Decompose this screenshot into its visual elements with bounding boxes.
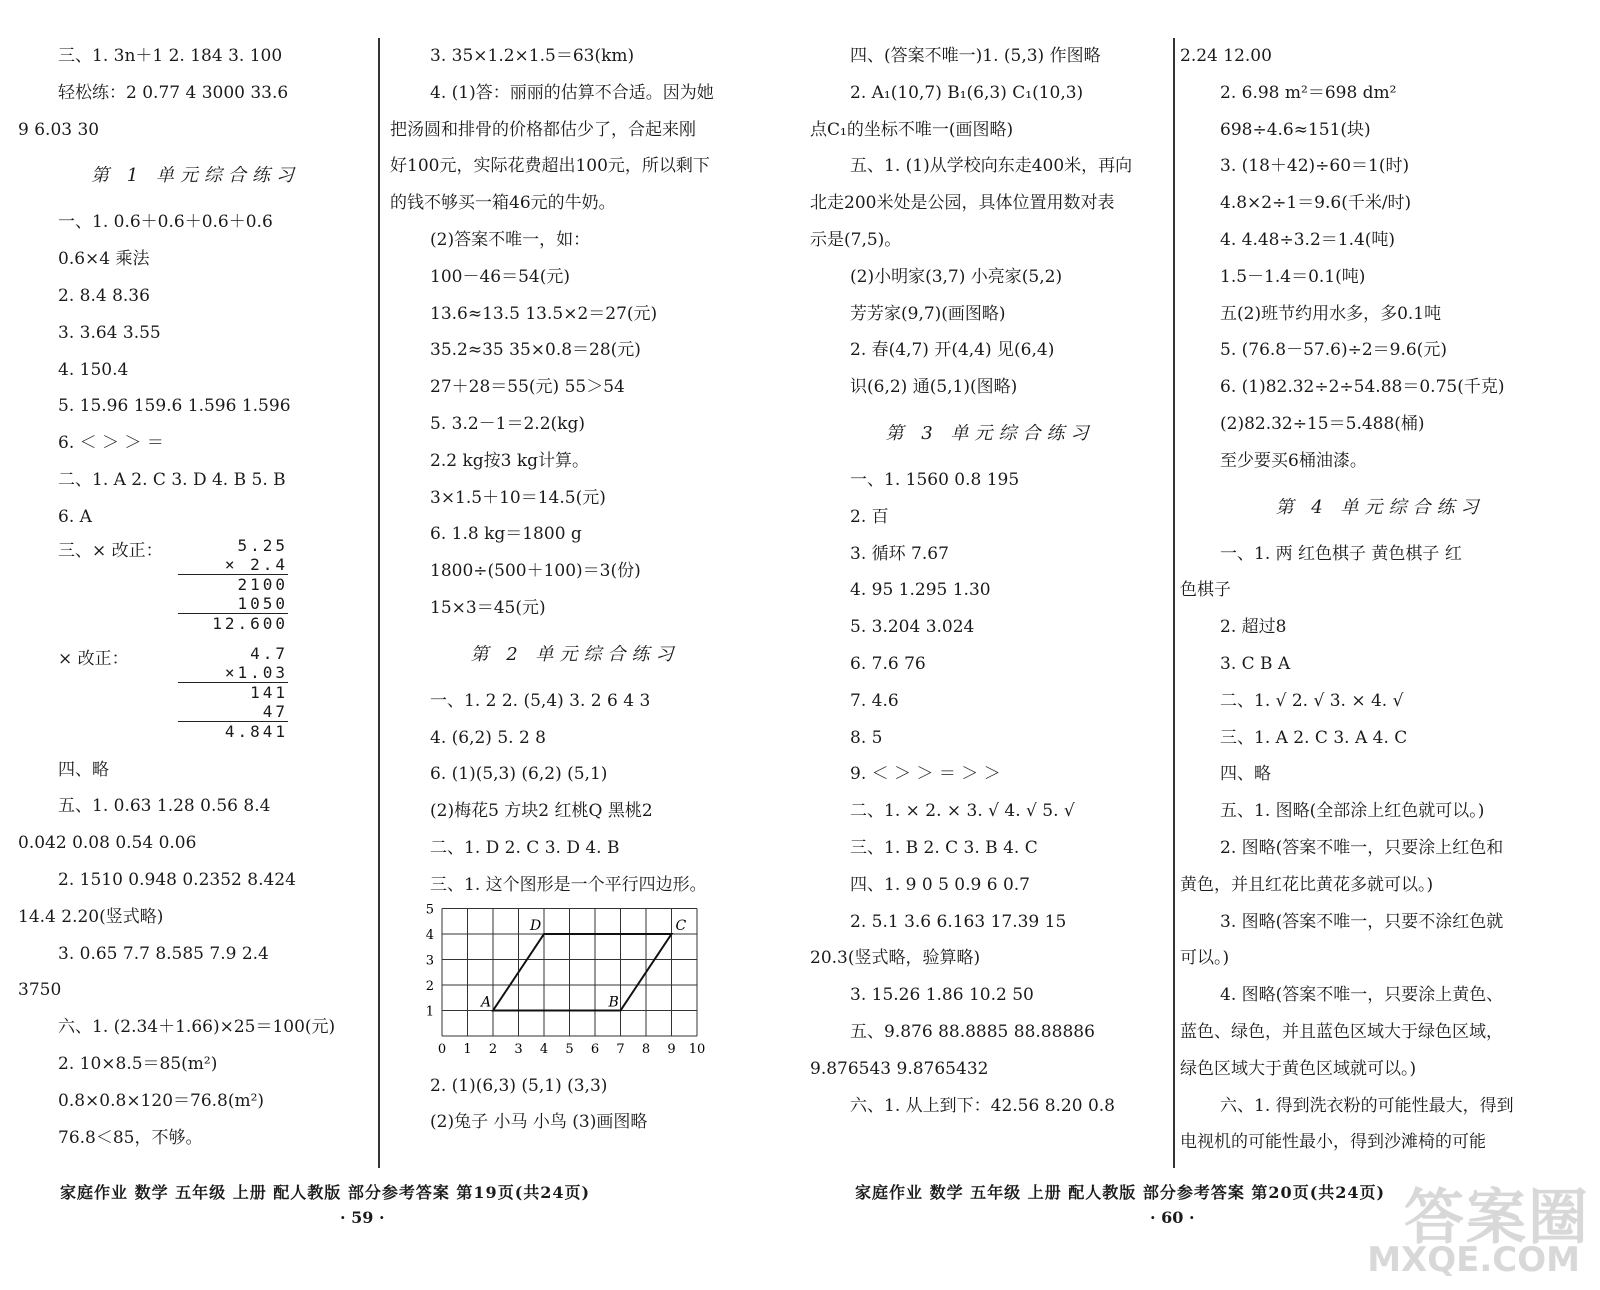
answer-line: 一、1. 2 2. (5,4) 3. 2 6 4 3 xyxy=(430,690,651,711)
answer-line: 2. 6.98 m²＝698 dm² xyxy=(1220,82,1397,103)
calc-row: ×1.03 xyxy=(178,663,288,683)
answer-line: (2)答案不唯一，如： xyxy=(430,229,591,250)
answer-line: 3. 循环 7.67 xyxy=(850,543,949,564)
wrapped-line: 的钱不够买一箱46元的牛奶。 xyxy=(390,193,616,214)
answer-line: 2. 1510 0.948 0.2352 8.424 xyxy=(58,869,296,890)
answer-line: 100－46＝54(元) xyxy=(430,266,570,287)
answer-line: 5. 15.96 159.6 1.596 1.596 xyxy=(58,396,291,417)
answer-line: 3×1.5＋10＝14.5(元) xyxy=(430,487,606,508)
column-divider xyxy=(1173,38,1175,1168)
answer-line: 6. 1.8 kg＝1800 g xyxy=(430,524,582,545)
wrapped-line: 北走200米处是公园，具体位置用数对表 xyxy=(810,193,1115,214)
answer-line: 5. 3.2－1＝2.2(kg) xyxy=(430,413,585,434)
answer-line: 2. 超过8 xyxy=(1220,617,1287,638)
answer-line: 三、1. B 2. C 3. B 4. C xyxy=(850,837,1038,858)
answer-line: 4. 图略(答案不唯一，只要涂上黄色、 xyxy=(1220,985,1504,1006)
answer-line: 3. (18＋42)÷60＝1(时) xyxy=(1220,156,1410,177)
answer-line: 四、1. 9 0 5 0.9 6 0.7 xyxy=(850,874,1030,895)
answer-line: 3. 15.26 1.86 10.2 50 xyxy=(850,985,1034,1006)
wrapped-line: 示是(7,5)。 xyxy=(810,229,902,250)
wrapped-line: 把汤圆和排骨的价格都估少了，合起来刚 xyxy=(390,119,696,140)
answer-line: 3. C B A xyxy=(1220,653,1291,674)
vertex-label: A xyxy=(481,994,492,1011)
wrapped-line: 0.042 0.08 0.54 0.06 xyxy=(18,833,197,854)
answer-line: 2. 春(4,7) 开(4,4) 见(6,4) xyxy=(850,340,1055,361)
answer-line: 三、1. A 2. C 3. A 4. C xyxy=(1220,727,1408,748)
wrapped-line: 14.4 2.20(竖式略) xyxy=(18,906,164,927)
x-tick-label: 10 xyxy=(688,1041,706,1057)
calc-label: × 改正： xyxy=(58,648,129,669)
page-footer-right: 家庭作业 数学 五年级 上册 配人教版 部分参考答案 第20页(共24页) xyxy=(855,1183,1386,1202)
section-heading: 第 3 单元综合练习 xyxy=(885,422,1095,444)
y-tick-label: 4 xyxy=(425,927,434,943)
calc-row: 4.7 xyxy=(250,643,288,663)
answer-line: 6. 7.6 76 xyxy=(850,653,926,674)
vertex-label: B xyxy=(608,994,619,1011)
section-heading: 第 1 单元综合练习 xyxy=(91,165,300,187)
parallelogram xyxy=(493,934,672,1011)
answer-line: (2)82.32÷15＝5.488(桶) xyxy=(1220,413,1425,434)
answer-line: 4. (6,2) 5. 2 8 xyxy=(430,727,546,748)
page-footer-left: 家庭作业 数学 五年级 上册 配人教版 部分参考答案 第19页(共24页) xyxy=(60,1183,591,1202)
answer-line: 2. 5.1 3.6 6.163 17.39 15 xyxy=(850,911,1067,932)
answer-line: 四、略 xyxy=(1220,764,1271,785)
watermark-url: MXQE.COM xyxy=(1367,1240,1580,1280)
answer-line: 35.2≈35 35×0.8＝28(元) xyxy=(430,340,641,361)
y-tick-label: 3 xyxy=(425,953,434,969)
answer-line: 1.5－1.4＝0.1(吨) xyxy=(1220,266,1366,287)
answer-line: 2. 百 xyxy=(850,506,889,527)
answer-line: 二、1. √ 2. √ 3. × 4. √ xyxy=(1220,690,1404,711)
vertical-calculation xyxy=(58,536,373,644)
section-heading: 第 2 单元综合练习 xyxy=(470,643,680,665)
answer-line: 一、1. 两 红色棋子 黄色棋子 红 xyxy=(1220,543,1462,564)
answer-line: 四、略 xyxy=(58,759,109,780)
answer-line: 二、1. D 2. C 3. D 4. B xyxy=(430,837,620,858)
x-tick-label: 0 xyxy=(437,1041,447,1057)
answer-line: 0.6×4 乘法 xyxy=(58,249,150,270)
answer-line: 六、1. (2.34＋1.66)×25＝100(元) xyxy=(58,1017,336,1038)
answer-line: 698÷4.6≈151(块) xyxy=(1220,119,1371,140)
answer-line: 识(6,2) 通(5,1)(图略) xyxy=(850,377,1018,398)
answer-line: 3. 图略(答案不唯一，只要不涂红色就 xyxy=(1220,911,1504,932)
x-tick-label: 8 xyxy=(641,1041,651,1057)
answer-line: 6. (1)82.32÷2÷54.88＝0.75(千克) xyxy=(1220,377,1505,398)
answer-line: 8. 5 xyxy=(850,727,883,748)
x-tick-label: 2 xyxy=(488,1041,498,1057)
answer-line: 15×3＝45(元) xyxy=(430,597,546,618)
answer-line: (2)小明家(3,7) 小亮家(5,2) xyxy=(850,266,1063,287)
answer-line: 4. 4.48÷3.2＝1.4(吨) xyxy=(1220,229,1396,250)
answer-line: 4. 150.4 xyxy=(58,359,129,380)
answer-line: 2. (1)(6,3) (5,1) (3,3) xyxy=(430,1075,608,1096)
answer-line: 一、1. 1560 0.8 195 xyxy=(850,469,1020,490)
answer-line: 7. 4.6 xyxy=(850,690,899,711)
column-3 xyxy=(810,38,1170,1124)
answer-line: 2. 10×8.5＝85(m²) xyxy=(58,1053,218,1074)
answer-line: 4.8×2÷1＝9.6(千米/时) xyxy=(1220,193,1412,214)
answer-line: 0.8×0.8×120＝76.8(m²) xyxy=(58,1090,265,1111)
answer-line: 2. 8.4 8.36 xyxy=(58,285,150,306)
calc-row: 5.25 xyxy=(237,535,288,555)
wrapped-line: 黄色，并且红花比黄花多就可以。) xyxy=(1180,874,1434,895)
wrapped-line: 绿色区域大于黄色区域就可以。) xyxy=(1180,1058,1417,1079)
answer-line: 三、1. 3n＋1 2. 184 3. 100 xyxy=(58,46,283,66)
answer-line: (2)兔子 小马 小鸟 (3)画图略 xyxy=(430,1112,648,1133)
answer-line: 二、1. × 2. × 3. √ 4. √ 5. √ xyxy=(850,801,1075,822)
answer-line: 6. A xyxy=(58,506,92,527)
answer-line: 五(2)班节约用水多，多0.1吨 xyxy=(1220,303,1442,324)
calc-row: 47 xyxy=(178,702,288,722)
calc-row: 141 xyxy=(250,682,288,702)
y-tick-label: 1 xyxy=(425,1004,434,1020)
calc-row: 4.841 xyxy=(224,721,288,741)
wrapped-line: 2.24 12.00 xyxy=(1180,46,1272,66)
answer-line: 5. 3.204 3.024 xyxy=(850,617,975,638)
vertical-calculation xyxy=(58,644,373,752)
calc-row: 12.600 xyxy=(212,613,288,633)
column-divider xyxy=(378,38,380,1168)
answer-line: 6. ＜ ＞ ＞ ＝ xyxy=(58,433,164,454)
calc-label: 三、× 改正： xyxy=(58,540,163,561)
page-number-left: · 59 · xyxy=(340,1208,385,1227)
x-tick-label: 5 xyxy=(565,1041,574,1057)
answer-line: 六、1. 得到洗衣粉的可能性最大，得到 xyxy=(1220,1095,1514,1116)
answer-line: 9. ＜ ＞ ＞ ＝ ＞ ＞ xyxy=(850,764,1001,785)
calc-row: 1050 xyxy=(178,594,288,614)
answer-line: 3. 3.64 3.55 xyxy=(58,322,161,343)
answer-line: 2. 图略(答案不唯一，只要涂上红色和 xyxy=(1220,837,1504,858)
answer-line: 76.8＜85，不够。 xyxy=(58,1127,203,1148)
wrapped-line: 电视机的可能性最小，得到沙滩椅的可能 xyxy=(1180,1132,1486,1153)
answer-line: 五、1. 0.63 1.28 0.56 8.4 xyxy=(58,796,271,817)
x-tick-label: 3 xyxy=(514,1041,523,1057)
column-1 xyxy=(18,38,373,1156)
answer-line: 6. (1)(5,3) (6,2) (5,1) xyxy=(430,764,608,785)
answer-line: 27＋28＝55(元) 55＞54 xyxy=(430,377,625,398)
x-tick-label: 6 xyxy=(590,1041,600,1057)
answer-line: 4. 95 1.295 1.30 xyxy=(850,580,991,601)
answer-line: 至少要买6桶油漆。 xyxy=(1220,450,1367,471)
column-4 xyxy=(1180,38,1580,1161)
answer-line: 轻松练：2 0.77 4 3000 33.6 xyxy=(58,82,289,103)
answer-line: 四、(答案不唯一)1. (5,3) 作图略 xyxy=(850,46,1101,66)
section-heading: 第 4 单元综合练习 xyxy=(1275,496,1485,518)
vertex-label: D xyxy=(530,917,542,934)
page-number-right: · 60 · xyxy=(1150,1208,1195,1227)
answer-line: 2.2 kg按3 kg计算。 xyxy=(430,450,590,471)
column-2 xyxy=(390,38,760,1141)
watermark-logo: 答案圈 xyxy=(1404,1183,1590,1253)
wrapped-line: 3750 xyxy=(18,980,62,1001)
wrapped-line: 20.3(竖式略，验算略) xyxy=(810,948,981,969)
answer-line: 5. (76.8－57.6)÷2＝9.6(元) xyxy=(1220,340,1447,361)
wrapped-line: 可以。) xyxy=(1180,948,1230,969)
wrapped-line: 蓝色、绿色，并且蓝色区域大于绿色区域， xyxy=(1180,1021,1503,1042)
answer-line: 1800÷(500＋100)＝3(份) xyxy=(430,561,641,582)
y-tick-label: 2 xyxy=(425,978,434,994)
answer-line: 13.6≈13.5 13.5×2＝27(元) xyxy=(430,303,658,324)
calc-row: 2100 xyxy=(237,574,288,594)
answer-line: 4. (1)答：丽丽的估算不合适。因为她 xyxy=(430,82,714,103)
answer-line: 五、9.876 88.8885 88.88886 xyxy=(850,1021,1095,1042)
wrapped-line: 9.876543 9.8765432 xyxy=(810,1058,989,1079)
answer-line: (2)梅花5 方块2 红桃Q 黑桃2 xyxy=(430,801,653,822)
answer-line: 五、1. (1)从学校向东走400米，再向 xyxy=(850,156,1133,177)
wrapped-line: 点C₁的坐标不唯一(画图略) xyxy=(810,119,1014,140)
x-tick-label: 4 xyxy=(539,1041,549,1057)
coordinate-grid xyxy=(420,904,720,1064)
answer-line: 五、1. 图略(全部涂上红色就可以。) xyxy=(1220,801,1485,822)
answer-line: 3. 0.65 7.7 8.585 7.9 2.4 xyxy=(58,943,269,964)
answer-line: 三、1. 这个图形是一个平行四边形。 xyxy=(430,874,707,895)
x-tick-label: 9 xyxy=(667,1041,676,1057)
x-tick-label: 7 xyxy=(616,1041,625,1057)
calc-row: × 2.4 xyxy=(178,555,288,575)
x-tick-label: 1 xyxy=(463,1041,472,1057)
wrapped-line: 色棋子 xyxy=(1180,580,1231,601)
answer-line: 六、1. 从上到下：42.56 8.20 0.8 xyxy=(850,1095,1115,1116)
wrapped-line: 好100元，实际花费超出100元，所以剩下 xyxy=(390,156,710,177)
answer-line: 3. 35×1.2×1.5＝63(km) xyxy=(430,46,635,66)
vertex-label: C xyxy=(675,917,687,934)
y-tick-label: 5 xyxy=(425,903,434,918)
answer-line: 一、1. 0.6＋0.6＋0.6＋0.6 xyxy=(58,212,273,233)
answer-line: 芳芳家(9,7)(画图略) xyxy=(850,303,1006,324)
wrapped-line: 9 6.03 30 xyxy=(18,119,100,140)
answer-line: 二、1. A 2. C 3. D 4. B 5. B xyxy=(58,469,286,490)
answer-line: 2. A₁(10,7) B₁(6,3) C₁(10,3) xyxy=(850,82,1084,103)
